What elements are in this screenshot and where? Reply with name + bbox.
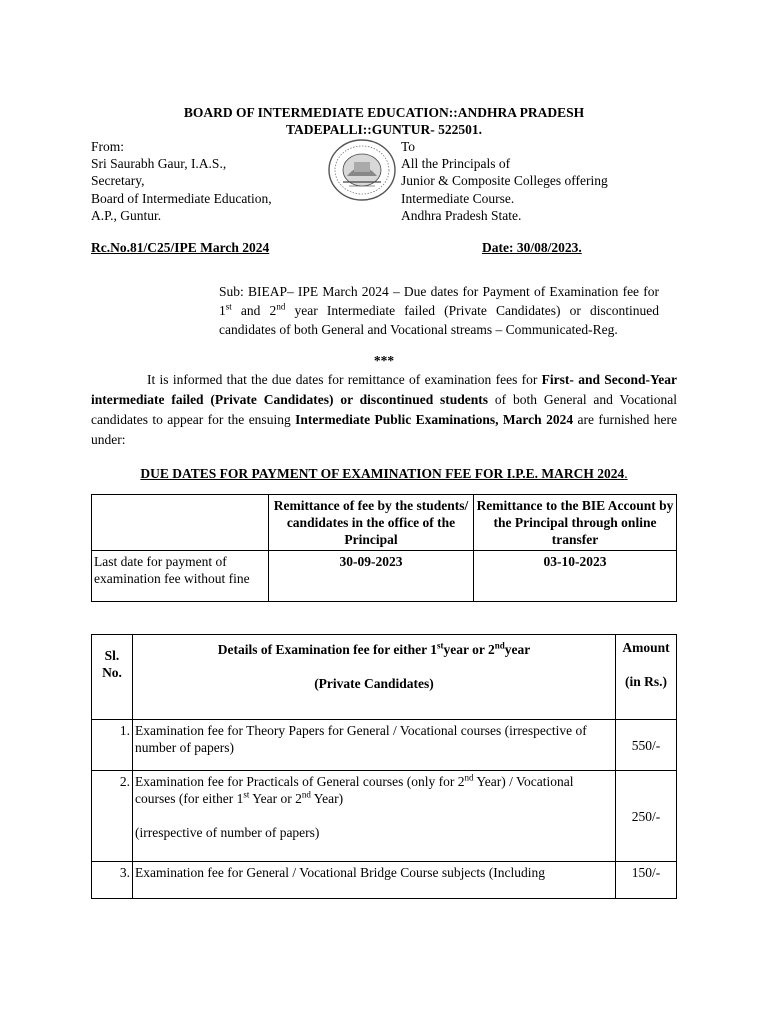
cell-text: (irrespective of number of papers) xyxy=(135,825,320,840)
table-header-cell xyxy=(133,635,616,720)
table-cell-sl: 3. xyxy=(92,862,133,899)
subject-text: year Intermediate failed (Private Candidates) or discontinued candidates of both General and Vocational streams – Communicated-Reg. xyxy=(219,303,659,337)
reference-date: Date: 30/08/2023. xyxy=(482,240,582,255)
to-block xyxy=(401,138,608,224)
body-text: It is informed that the due dates for remittance of examination fees for xyxy=(147,372,542,387)
table-cell-amount: 550/- xyxy=(616,720,677,771)
subject-text: Sub: BIEAP– IPE March 2024 – Due dates for Payment of Examination fee for 1 xyxy=(219,284,659,318)
from-line: Secretary, xyxy=(91,173,145,189)
from-line: Sri Saurabh Gaur, I.A.S., xyxy=(91,156,227,172)
table-cell-sl: 2. xyxy=(92,771,133,862)
subject-text: and 2 xyxy=(231,303,277,318)
from-block xyxy=(91,138,272,224)
body-text: of both General and Vocational candidates to appear for the ensuing xyxy=(91,392,677,427)
to-line: Junior & Composite Colleges offering xyxy=(401,173,608,189)
cell-text xyxy=(135,773,613,807)
text-part: Year) xyxy=(310,791,344,806)
table-cell-amount: 150/- xyxy=(616,862,677,899)
due-heading-dot: . xyxy=(624,466,628,481)
text-part: Year or 2 xyxy=(249,791,302,806)
document-page xyxy=(91,104,677,899)
letter-header xyxy=(91,104,677,138)
due-dates-table xyxy=(91,494,677,602)
from-line: A.P., Guntur. xyxy=(91,207,162,223)
table-row xyxy=(92,635,677,720)
reference-line xyxy=(91,240,677,258)
header-part: year xyxy=(504,642,531,657)
table-row xyxy=(92,551,677,602)
table-cell: Examination fee for Theory Papers for General / Vocational courses (irrespective of number of papers) xyxy=(133,720,616,771)
superscript: nd xyxy=(464,772,474,783)
address-block xyxy=(91,138,677,223)
table-cell-amount: 250/- xyxy=(616,771,677,862)
table-row xyxy=(92,771,677,862)
to-line: Andhra Pradesh State. xyxy=(401,207,522,223)
table-row xyxy=(92,862,677,899)
table-cell-date: 30-09-2023 xyxy=(269,551,474,602)
superscript: st xyxy=(225,301,232,312)
table-cell-empty xyxy=(92,495,269,551)
table-header-cell xyxy=(616,635,677,720)
subject-paragraph xyxy=(219,282,659,339)
header-line-2: TADEPALLI::GUNTUR- 522501. xyxy=(285,122,482,137)
table-row xyxy=(92,495,677,551)
superscript: nd xyxy=(494,640,505,651)
table-cell xyxy=(133,771,616,862)
body-text: are furnished here under: xyxy=(91,412,677,447)
body-bold: First- and Second-Year intermediate failed (Private Candidates) or discontinued students xyxy=(91,372,677,407)
superscript: nd xyxy=(301,789,311,800)
table-header-cell: Sl. No. xyxy=(92,635,133,720)
table-cell: Last date for payment of examination fee without fine xyxy=(92,551,269,602)
table-cell: Examination fee for General / Vocational Bridge Course subjects (Including xyxy=(133,862,616,899)
separator-stars: *** xyxy=(373,353,395,368)
header-part: Details of Examination fee for either 1 xyxy=(217,642,437,657)
superscript: st xyxy=(243,789,250,800)
body-paragraph xyxy=(91,370,677,450)
body-bold: Intermediate Public Examinations, March 2024 xyxy=(295,412,574,427)
table-cell-date: 03-10-2023 xyxy=(474,551,677,602)
header-text xyxy=(135,641,613,658)
fee-table xyxy=(91,634,677,899)
header-line-1: BOARD OF INTERMEDIATE EDUCATION::ANDHRA PRADESH xyxy=(183,105,585,120)
from-line: Board of Intermediate Education, xyxy=(91,190,272,206)
to-line: All the Principals of xyxy=(401,156,511,172)
from-label: From: xyxy=(91,139,125,154)
table-header-cell: Remittance of fee by the students/ candidates in the office of the Principal xyxy=(269,495,474,551)
superscript: st xyxy=(436,640,444,651)
header-part: year or 2 xyxy=(443,642,495,657)
table-row xyxy=(92,720,677,771)
table-cell-sl: 1. xyxy=(92,720,133,771)
header-subtext: (Private Candidates) xyxy=(314,676,434,691)
due-heading-text: DUE DATES FOR PAYMENT OF EXAMINATION FEE FOR I.P.E. MARCH 2024 xyxy=(140,466,625,481)
due-dates-heading xyxy=(91,466,677,482)
text-part: Year) / Vocational courses (for either 1 xyxy=(135,774,574,806)
text-part: Examination fee for Practicals of General courses (only for 2 xyxy=(135,774,465,789)
to-label: To xyxy=(401,139,416,154)
board-seal-icon xyxy=(327,138,397,202)
amount-label: Amount xyxy=(622,640,670,655)
reference-number: Rc.No.81/C25/IPE March 2024 xyxy=(91,240,270,255)
amount-unit: (in Rs.) xyxy=(624,674,667,689)
to-line: Intermediate Course. xyxy=(401,190,515,206)
superscript: nd xyxy=(276,301,286,312)
table-header-cell: Remittance to the BIE Account by the Principal through online transfer xyxy=(474,495,677,551)
